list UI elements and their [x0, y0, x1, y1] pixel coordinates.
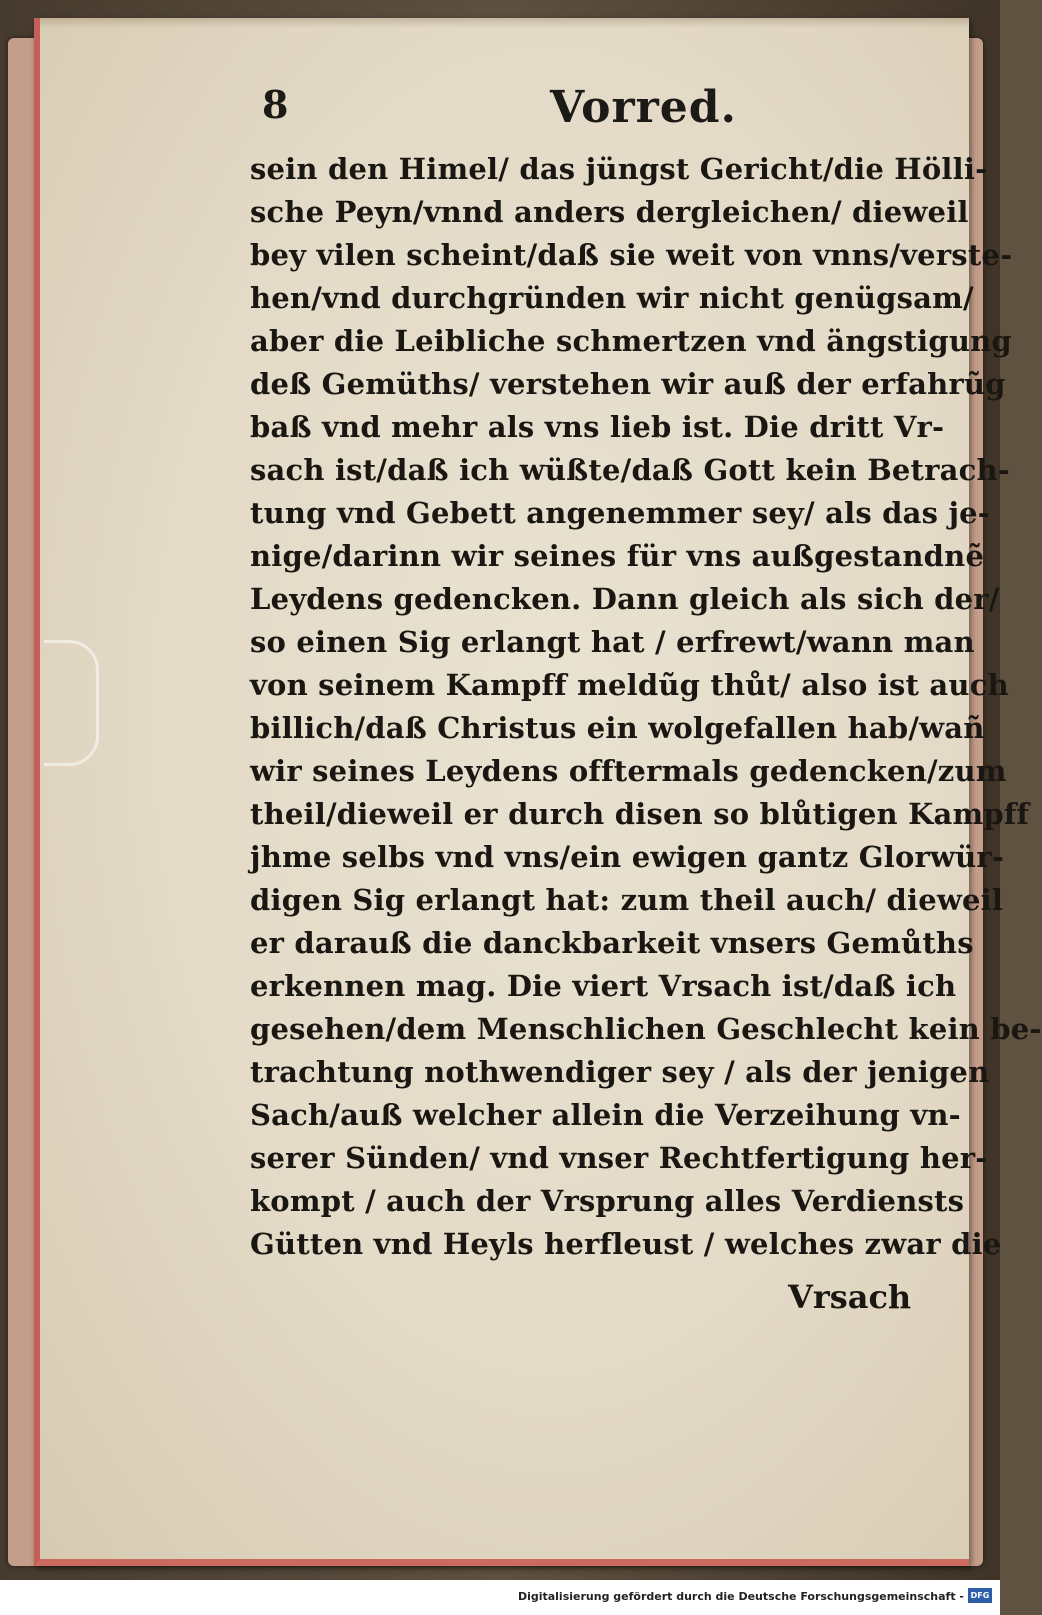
text-line: trachtung nothwendiger sey / als der jenigen [250, 1055, 990, 1089]
text-line: nige/darinn wir seines für vns außgestandnẽ [250, 539, 985, 573]
text-line: deß Gemüths/ verstehen wir auß der erfahrũg [250, 367, 1006, 401]
text-line: wir seines Leydens offtermals gedencken/zum [250, 754, 1007, 788]
text-line: von seinem Kampff meldũg thůt/ also ist auch [250, 668, 1009, 702]
text-line: so einen Sig erlangt hat / erfrewt/wann man [250, 625, 975, 659]
text-block [250, 148, 1042, 1266]
text-line: Gütten vnd Heyls herfleust / welches zwar die [250, 1227, 1002, 1261]
text-line: gesehen/dem Menschlichen Geschlecht kein be- [250, 1012, 1042, 1046]
text-line: sche Peyn/vnnd anders dergleichen/ dieweil [250, 195, 969, 229]
text-line: theil/dieweil er durch disen so blůtigen Kampff [250, 797, 1030, 831]
page-top-edge [40, 18, 969, 28]
text-line: jhme selbs vnd vns/ein ewigen gantz Glorwür- [250, 840, 1005, 874]
funding-credit: Digitalisierung gefördert durch die Deutsche Forschungsgemeinschaft - [517, 1590, 964, 1603]
text-line: er darauß die danckbarkeit vnsers Gemůths [250, 926, 974, 960]
text-line: tung vnd Gebett angenemmer sey/ als das je- [250, 496, 991, 530]
text-line: digen Sig erlangt hat: zum theil auch/ dieweil [250, 883, 1004, 917]
text-line: Leydens gedencken. Dann gleich als sich der/ [250, 582, 1000, 616]
running-head: Vorred. [550, 82, 737, 133]
digitization-footer [0, 1580, 1000, 1615]
text-line: serer Sünden/ vnd vnser Rechtfertigung her- [250, 1141, 988, 1175]
text-line: bey vilen scheint/daß sie weit von vnns/verste- [250, 238, 1013, 272]
dfg-logo-icon: DFG [968, 1588, 992, 1603]
page-number: 8 [262, 82, 289, 127]
text-line: sein den Himel/ das jüngst Gericht/die Hölli- [250, 152, 988, 186]
text-line: sach ist/daß ich wüßte/daß Gott kein Betrach- [250, 453, 1010, 487]
catchword: Vrsach [788, 1278, 912, 1316]
text-line: billich/daß Christus ein wolgefallen hab/wañ [250, 711, 985, 745]
text-line: baß vnd mehr als vns lieb ist. Die dritt Vr- [250, 410, 945, 444]
text-line: aber die Leibliche schmertzen vnd ängstigung [250, 324, 1012, 358]
text-line: kompt / auch der Vrsprung alles Verdiensts [250, 1184, 965, 1218]
text-line: hen/vnd durchgründen wir nicht genügsam/ [250, 281, 974, 315]
page-header [262, 82, 912, 142]
text-line: Sach/auß welcher allein die Verzeihung vn- [250, 1098, 961, 1132]
page-clasp [44, 640, 99, 766]
text-line: erkennen mag. Die viert Vrsach ist/daß ich [250, 969, 957, 1003]
